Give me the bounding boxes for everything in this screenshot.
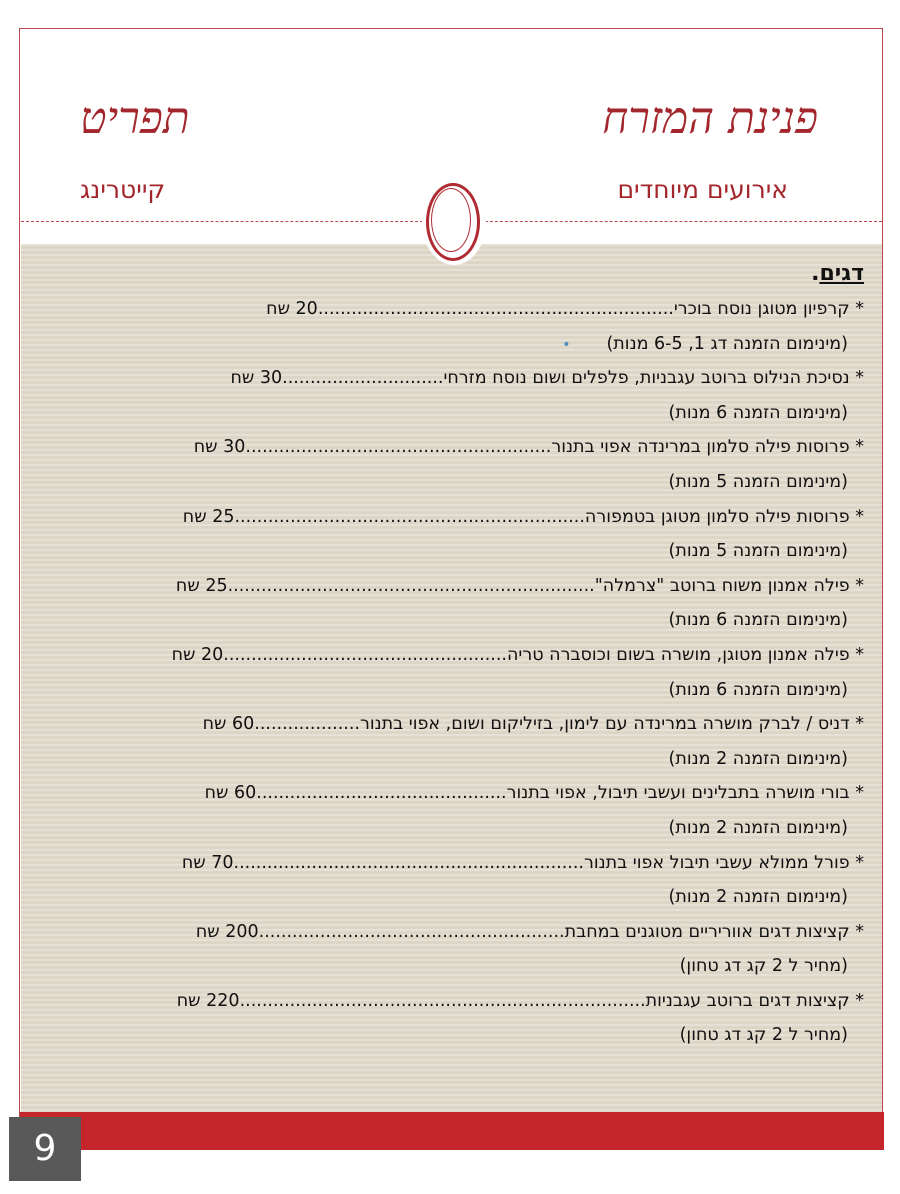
menu-item-text: * בורי מושרה בתבלינים ועשבי תיבול, אפוי בתנור.............................................60 שח	[204, 783, 864, 804]
menu-item	[44, 846, 864, 881]
menu-item-note	[44, 673, 864, 708]
menu-note-text: (מינימום הזמנה 2 מנות)	[668, 817, 848, 838]
section-title-period: .	[811, 261, 820, 286]
menu-item-text: * פרוסות פילה סלמון מטוגן בטמפורה...............................................................25 שח	[182, 506, 864, 527]
footer-band	[20, 1112, 884, 1150]
menu-note-text: (מינימום הזמנה 6 מנות)	[668, 679, 848, 700]
page-number: 9	[9, 1117, 81, 1181]
menu-page	[19, 28, 883, 1150]
bullet-dot-icon: •	[562, 336, 571, 353]
menu-item-text: * נסיכת הנילוס ברוטב עגבניות, פלפלים ושום נוסח מזרחי.............................30 שח	[230, 368, 864, 389]
menu-item	[44, 984, 864, 1019]
menu-item-note	[44, 396, 864, 431]
menu-note-text: (מינימום הזמנה 2 מנות)	[668, 887, 848, 908]
menu-item	[44, 292, 864, 327]
menu-item-text: * דניס / לברק מושרה במרינדה עם לימון, בזיליקום ושום, אפוי בתנור...................60 שח	[202, 714, 864, 735]
menu-item-text: * פילה אמנון מטוגן, מושרה בשום וכוסברה טריה...................................................20 שח	[171, 644, 864, 665]
menu-item-text: * פילה אמנון משוח ברוטב "צרמלה"..................................................................25 שח	[175, 575, 864, 596]
menu-item-note	[44, 465, 864, 500]
section-title	[44, 256, 864, 292]
menu-item-text: * קרפיון מטוגן נוסח בוכרי................................................................20 שח	[266, 299, 864, 319]
menu-item	[44, 915, 864, 950]
section-title-text: דגים	[819, 261, 864, 286]
menu-item	[44, 776, 864, 811]
menu-note-text: (מינימום הזמנה 6 מנות)	[668, 402, 848, 423]
menu-item-note	[44, 880, 864, 915]
menu-item-note	[44, 603, 864, 638]
events-subtitle: אירועים מיוחדים	[617, 175, 788, 204]
menu-item	[44, 707, 864, 742]
menu-note-text: (מינימום הזמנה 5 מנות)	[668, 541, 848, 562]
menu-item-text: * פרוסות פילה סלמון במרינדה אפוי בתנור.......................................................30 שח	[193, 437, 864, 458]
menu-item	[44, 430, 864, 465]
menu-item-note	[44, 949, 864, 984]
menu-item-note	[44, 742, 864, 777]
menu-item-text: * קציצות דגים אווריריים מטוגנים במחבת.......................................................200 שח	[195, 921, 864, 942]
menu-item-note	[44, 811, 864, 846]
menu-note-text: (מינימום הזמנה 6 מנות)	[668, 610, 848, 631]
menu-item	[44, 500, 864, 535]
menu-item	[44, 638, 864, 673]
menu-item-text: * פורל ממולא עשבי תיבול אפוי בתנור...............................................................70 שח	[181, 852, 864, 873]
menu-content	[44, 256, 864, 1053]
menu-item-text: * קציצות דגים ברוטב עגבניות.........................................................................220 שח	[176, 990, 864, 1011]
menu-heading: תפריט	[80, 93, 190, 144]
catering-subtitle: קייטרינג	[80, 175, 166, 204]
menu-item-note	[44, 327, 864, 362]
menu-item	[44, 569, 864, 604]
menu-note-text: (מינימום הזמנה 2 מנות)	[668, 748, 848, 769]
ornament-inner-ring	[431, 188, 471, 252]
menu-note-text: (מחיר ל 2 קג דג טחון)	[679, 1025, 848, 1046]
menu-note-text: (מחיר ל 2 קג דג טחון)	[679, 956, 848, 977]
oval-ornament	[422, 179, 486, 265]
brand-name: פנינת המזרח	[602, 93, 818, 144]
menu-note-text: (מינימום הזמנה דג 1, 6-5 מנות)	[606, 333, 848, 354]
menu-note-text: (מינימום הזמנה 5 מנות)	[668, 471, 848, 492]
menu-item	[44, 361, 864, 396]
menu-item-note	[44, 1018, 864, 1053]
menu-item-note	[44, 534, 864, 569]
